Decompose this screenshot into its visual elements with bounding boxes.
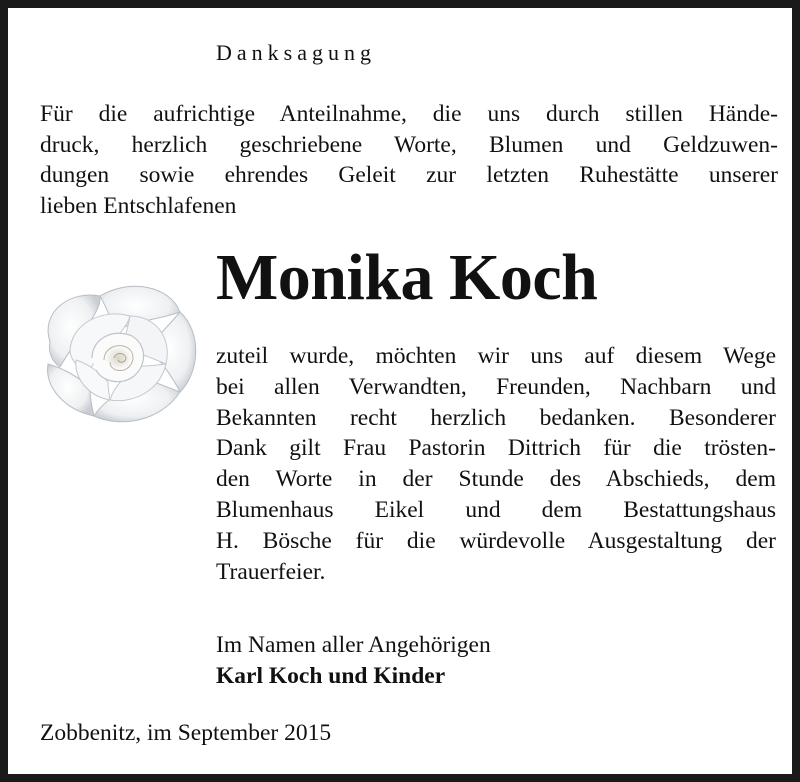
notice-heading: Danksagung xyxy=(216,40,376,65)
white-rose-icon xyxy=(30,272,206,432)
closing-block xyxy=(216,630,491,692)
body-line: H. Bösche für die würdevolle Ausgestaltung der xyxy=(216,527,776,554)
body-line: bei allen Verwandten, Freunden, Nachbarn und xyxy=(216,373,776,400)
body-line: Bekannten recht herzlich bedanken. Besonderer xyxy=(216,404,776,431)
body-line: zuteil wurde, möchten wir uns auf diesem Wege xyxy=(216,343,776,369)
body-paragraph xyxy=(216,341,776,587)
body-line: den Worte in der Stunde des Abschieds, dem xyxy=(216,466,776,493)
intro-paragraph xyxy=(40,99,778,221)
intro-line: druck, herzlich geschriebene Worte, Blumen und Geldzuwen- xyxy=(40,131,778,158)
body-line: Trauerfeier. xyxy=(216,558,326,585)
deceased-name: Monika Koch xyxy=(216,241,598,314)
intro-line: Für die aufrichtige Anteilnahme, die uns durch stillen Hände- xyxy=(40,101,778,127)
place-date: Zobbenitz, im September 2015 xyxy=(40,720,332,746)
intro-line: lieben Entschlafenen xyxy=(40,192,237,219)
intro-line: dungen sowie ehrendes Geleit zur letzten Ruhestätte unserer xyxy=(40,162,778,188)
on-behalf-text: Im Namen aller Angehörigen xyxy=(216,632,491,658)
body-line: Dank gilt Frau Pastorin Dittrich für die trösten- xyxy=(216,435,776,462)
body-line: Blumenhaus Eikel und dem Bestattungshaus xyxy=(216,496,776,523)
signer-name: Karl Koch und Kinder xyxy=(216,663,446,689)
